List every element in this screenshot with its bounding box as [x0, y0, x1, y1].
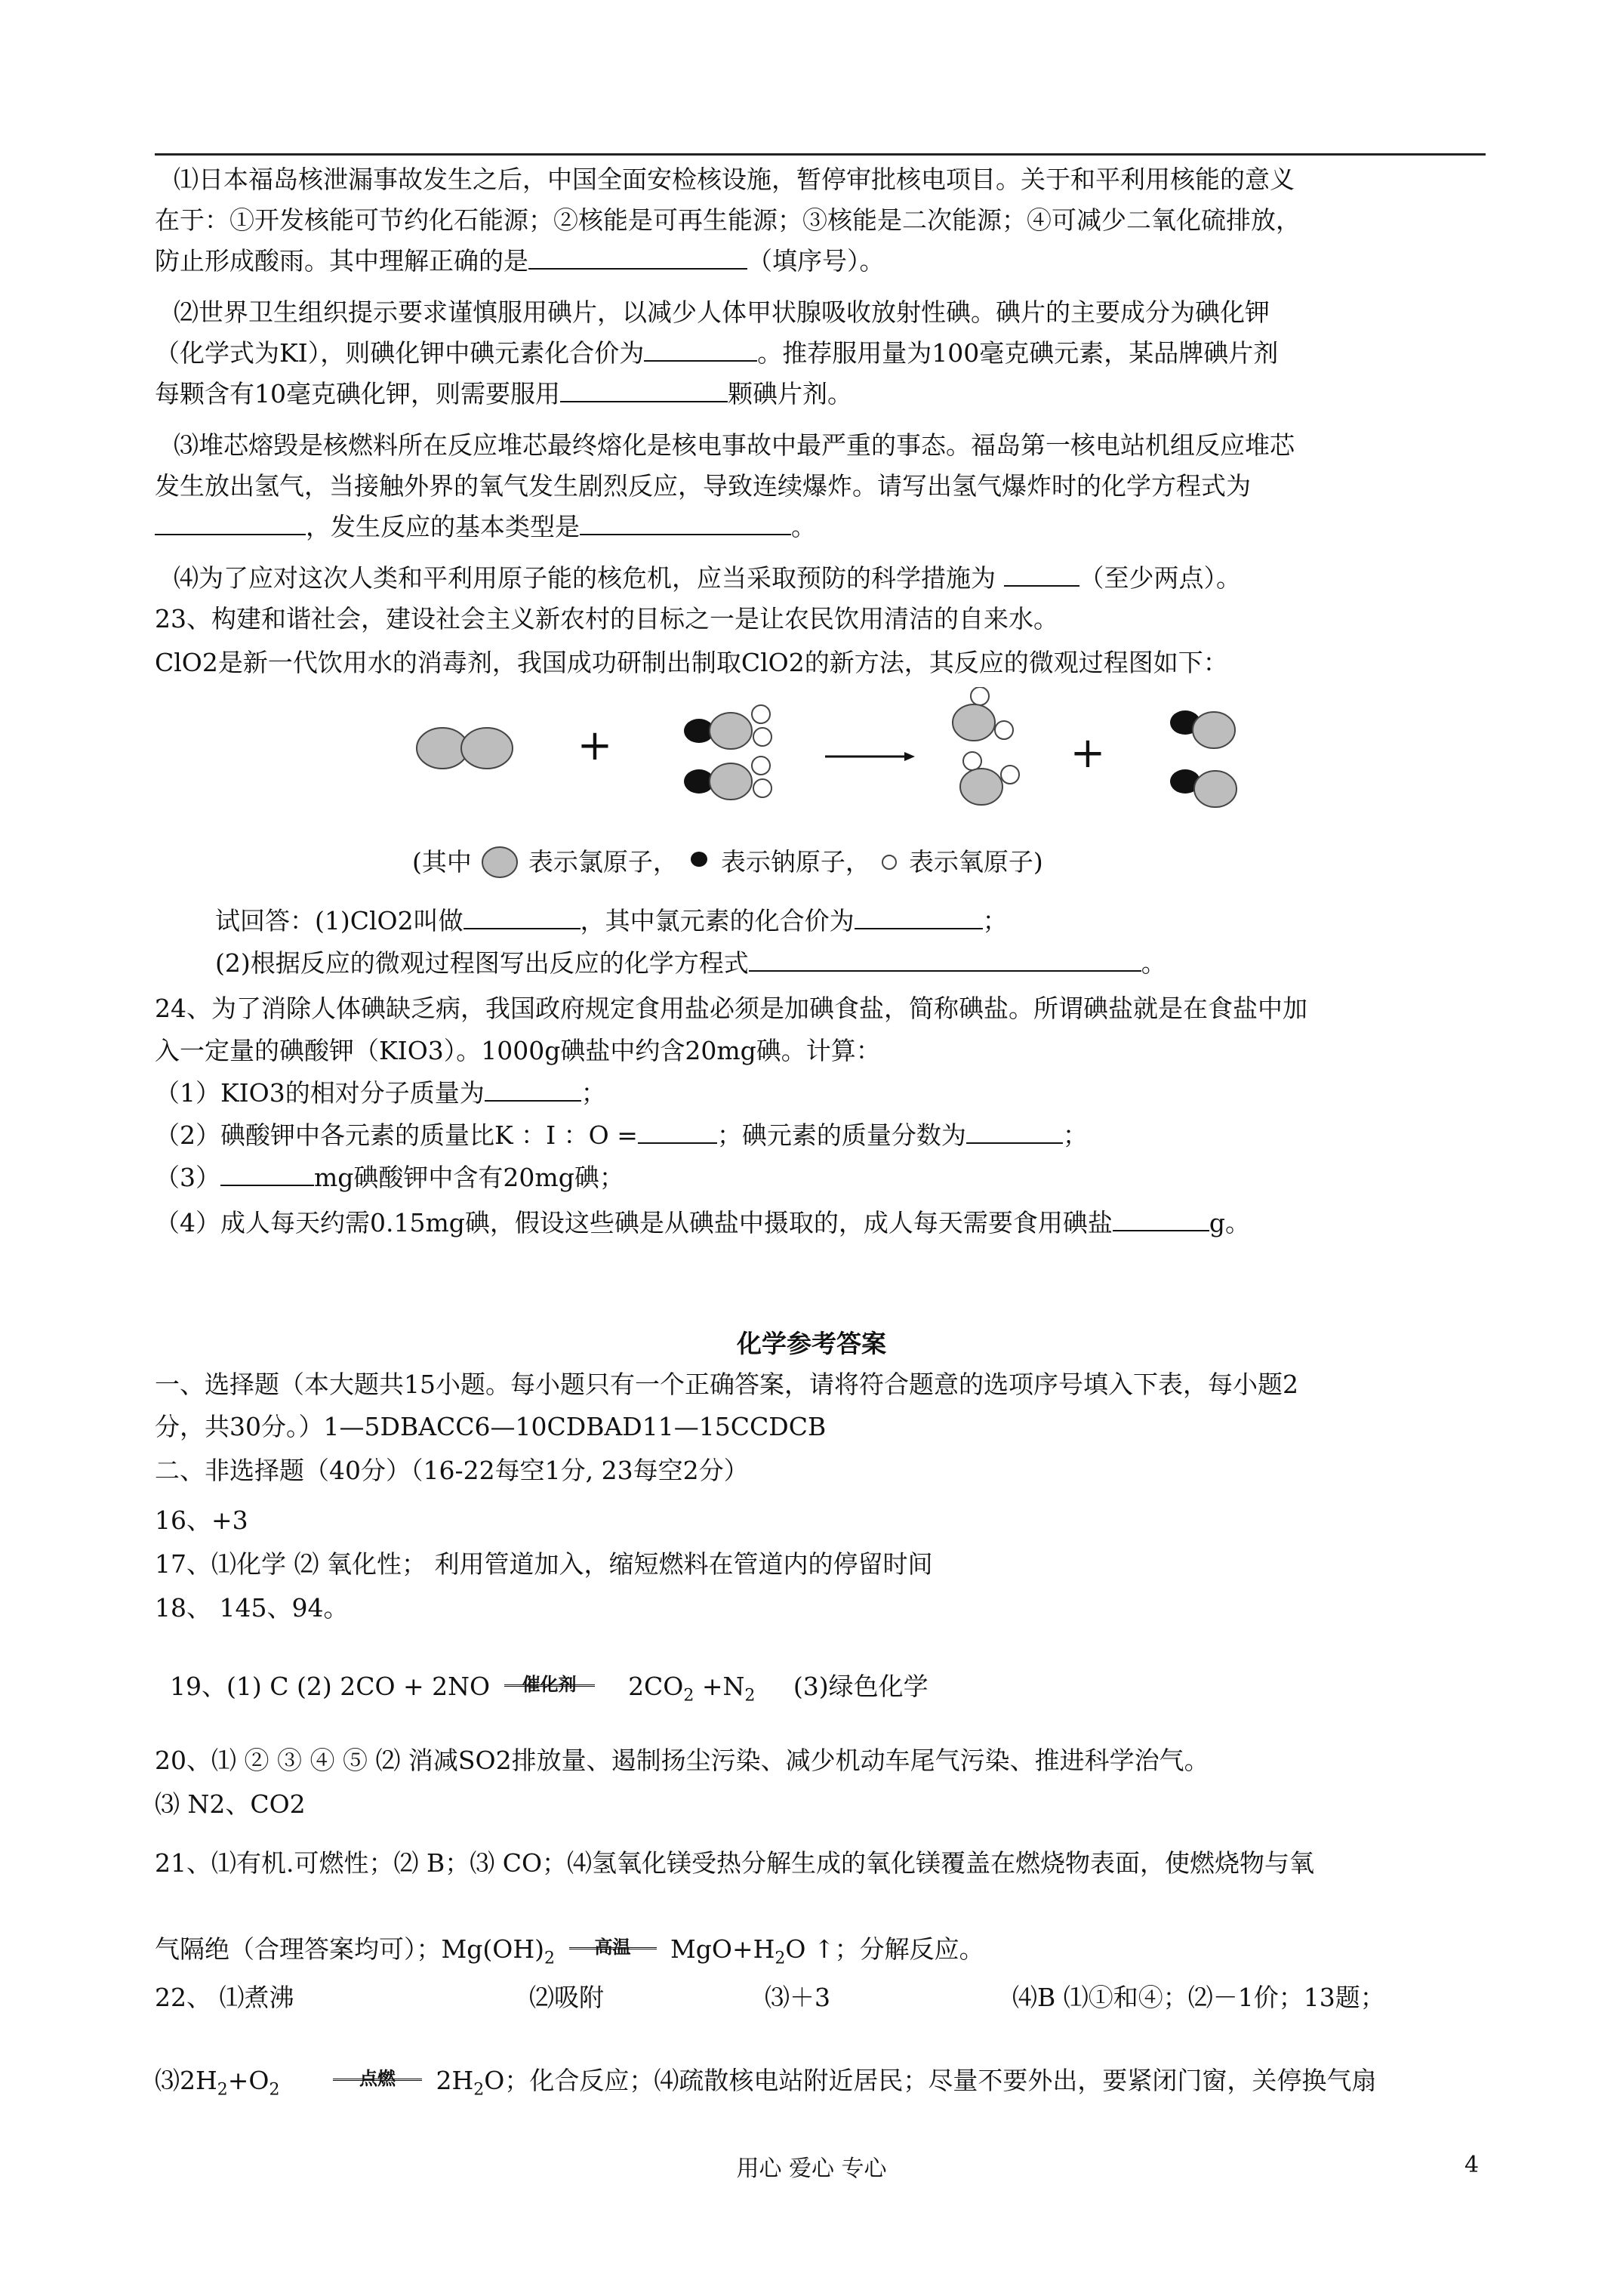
- answer-blank[interactable]: [749, 949, 1141, 972]
- answers-line-1: 一、选择题（本大题共15小题。每小题只有一个正确答案，请将符合题意的选项序号填入下表，每小题2: [155, 1370, 1298, 1399]
- answer-22-line-1: 22、 ⑴煮沸 ⑵吸附 ⑶＋3 ⑷B ⑴①和④；⑵－1价；13题；: [155, 1983, 1385, 2012]
- q23-ask-1: 试回答：(1)ClO2叫做 ，其中氯元素的化合价为 ；: [215, 906, 1008, 935]
- sodium-chlorite-molecule: [684, 757, 771, 800]
- answers-line-2: 分，共30分。）1—5DBACC6—10CDBAD11—15CCDCB: [155, 1412, 827, 1441]
- answers-line-3: 二、非选择题（40分）（16-22每空1分, 23每空2分）: [155, 1456, 749, 1485]
- q24-sub-2: （2）碘酸钾中各元素的质量比K ：I ：O = ；碘元素的质量分数为 ；: [155, 1120, 1088, 1150]
- sodium-legend-icon: [685, 850, 713, 877]
- q24-sub-3: （3） mg碘酸钾中含有20mg碘；: [155, 1163, 624, 1192]
- answer-21-line-1: 21、⑴有机.可燃性；⑵ B；⑶ CO；⑷氢氧化镁受热分解生成的氧化镁覆盖在燃烧物表面，使燃烧物与氧: [155, 1848, 1315, 1878]
- answers-title: 化学参考答案: [737, 1329, 886, 1358]
- answer-blank[interactable]: [638, 1121, 717, 1144]
- oxygen-atom: [753, 728, 771, 746]
- page-number: 4: [1464, 2152, 1480, 2178]
- answer-17: 17、⑴化学 ⑵ 氧化性； 利用管道加入，缩短燃料在管道内的停留时间: [155, 1549, 933, 1579]
- answer-blank[interactable]: [220, 1163, 314, 1186]
- chlorine-atom: [417, 728, 468, 769]
- oxygen-atom: [995, 721, 1013, 739]
- answer-21-line-2: 气隔绝（合理答案均可）；$Mg(OH)_2$ 高温 $MgO+H_2O$ ↑；分解反应。: [155, 1934, 984, 1968]
- q24-sub-4: （4）成人每天约需0.15mg碘，假设这些碘是从碘盐中摄取的，成人每天需要食用碘盐 g。: [155, 1208, 1251, 1237]
- answer-blank[interactable]: [644, 339, 757, 362]
- q22-line-7: ⑶堆芯熔毁是核燃料所在反应堆芯最终熔化是核电事故中最严重的事态。福岛第一核电站机组反应堆芯: [174, 430, 1295, 460]
- oxygen-atom: [753, 779, 771, 797]
- chlorine-legend-icon: [479, 846, 520, 882]
- answer-blank[interactable]: [1004, 564, 1079, 587]
- q22-line-4: ⑵世界卫生组织提示要求谨慎服用碘片，以减少人体甲状腺吸收放射性碘。碘片的主要成分为碘化钾: [174, 297, 1270, 327]
- chlorine-atom: [953, 704, 995, 741]
- q22-line-5: （化学式为KI），则碘化钾中碘元素化合价为 。推荐服用量为100毫克碘元素，某品牌碘片剂: [155, 338, 1279, 368]
- chlorine-dioxide-molecule: [960, 752, 1019, 805]
- sodium-chloride-molecule: [1170, 769, 1236, 807]
- oxygen-atom: [963, 752, 981, 770]
- oxygen-atom: [971, 687, 989, 705]
- chlorine-molecule: [417, 728, 513, 769]
- answer-20-line-1: 20、⑴ ② ③ ④ ⑤ ⑵ 消减SO2排放量、遏制扬尘污染、减少机动车尾气污染、推进科学治气。: [155, 1746, 1209, 1775]
- q23-ask-2: (2)根据反应的微观过程图写出反应的化学方程式 。: [215, 948, 1166, 978]
- oxygen-legend-icon: [878, 852, 901, 875]
- q22-line-8: 发生放出氢气，当接触外界的氧气发生剧烈反应，导致连续爆炸。请写出氢气爆炸时的化学方程式为: [155, 471, 1251, 501]
- q22-line-6: 每颗含有10毫克碘化钾，则需要服用 颗碘片剂。: [155, 379, 852, 408]
- chlorine-atom: [461, 728, 513, 769]
- q22-line-9: ，发生反应的基本类型是 。: [155, 512, 816, 542]
- reaction-diagram: [414, 687, 1259, 823]
- q23-intro: 23、构建和谐社会，建设社会主义新农村的目标之一是让农民饮用清洁的自来水。: [155, 604, 1058, 633]
- answer-blank[interactable]: [485, 1079, 581, 1102]
- q22-line-3: 防止形成酸雨。其中理解正确的是 （填序号）。: [155, 246, 885, 276]
- answer-blank[interactable]: [966, 1121, 1063, 1144]
- oxygen-atom: [752, 757, 770, 775]
- chlorine-atom: [1193, 712, 1235, 748]
- answer-16: 16、+3: [155, 1505, 248, 1535]
- q24-line-2: 入一定量的碘酸钾（KIO3）。1000g碘盐中约含20mg碘。计算：: [155, 1036, 881, 1065]
- chlorine-atom: [710, 713, 752, 749]
- q22-line-10: ⑷为了应对这次人类和平利用原子能的核危机，应当采取预防的科学措施为 （至少两点）。: [174, 563, 1241, 593]
- chlorine-atom: [1194, 771, 1236, 807]
- page-footer: 用心 爱心 专心: [736, 2156, 887, 2182]
- answer-20-line-2: ⑶ N2、CO2: [155, 1789, 306, 1819]
- answer-18: 18、 145、94。: [155, 1593, 349, 1623]
- answer-blank[interactable]: [1113, 1209, 1209, 1231]
- q24-line-1: 24、为了消除人体碘缺乏病，我国政府规定食用盐必须是加碘食盐，简称碘盐。所谓碘盐就是在食盐中加: [155, 994, 1307, 1023]
- sodium-chloride-molecule: [1170, 710, 1235, 748]
- answer-22-line-2: $⑶2H_2+O_2$ 点燃 $2H_2O$；化合反应；⑷疏散核电站附近居民；尽量不要外出，要紧闭门窗，关停换气扇: [155, 2066, 1377, 2100]
- q24-sub-1: （1）KIO3的相对分子质量为 ；: [155, 1078, 606, 1108]
- chlorine-atom: [710, 763, 752, 800]
- chlorine-atom: [960, 769, 1002, 805]
- q22-line-2: 在于：①开发核能可节约化石能源；②核能是可再生能源；③核能是二次能源；④可减少二氧化硫排放，: [155, 205, 1301, 235]
- answer-19: 19、(1) C (2) 2CO + 2NO 催化剂 $2CO_2 +N_2$ (3)绿色化学: [170, 1672, 929, 1706]
- sodium-chlorite-molecule: [684, 705, 771, 749]
- q23-line-2: ClO2是新一代饮用水的消毒剂，我国成功研制出制取ClO2的新方法，其反应的微观过程图如下：: [155, 648, 1228, 677]
- answer-blank[interactable]: [528, 247, 747, 270]
- header-rule: [155, 153, 1486, 156]
- q22-line-1: ⑴日本福岛核泄漏事故发生之后，中国全面安检核设施，暂停审批核电项目。关于和平利用核能的意义: [174, 165, 1295, 194]
- answer-blank[interactable]: [855, 907, 983, 929]
- chlorine-dioxide-molecule: [953, 687, 1013, 741]
- answer-blank[interactable]: [463, 907, 581, 929]
- oxygen-atom: [752, 705, 770, 723]
- reaction-arrow: [825, 752, 915, 761]
- plus-sign: +: [1070, 729, 1106, 778]
- answer-blank[interactable]: [580, 513, 791, 535]
- answer-blank[interactable]: [560, 380, 728, 402]
- diagram-legend: (其中 表示氯原子， 表示钠原子， 表示氧原子): [412, 846, 1043, 882]
- plus-sign: +: [577, 721, 613, 770]
- oxygen-atom: [1001, 766, 1019, 784]
- answer-blank[interactable]: [155, 513, 306, 535]
